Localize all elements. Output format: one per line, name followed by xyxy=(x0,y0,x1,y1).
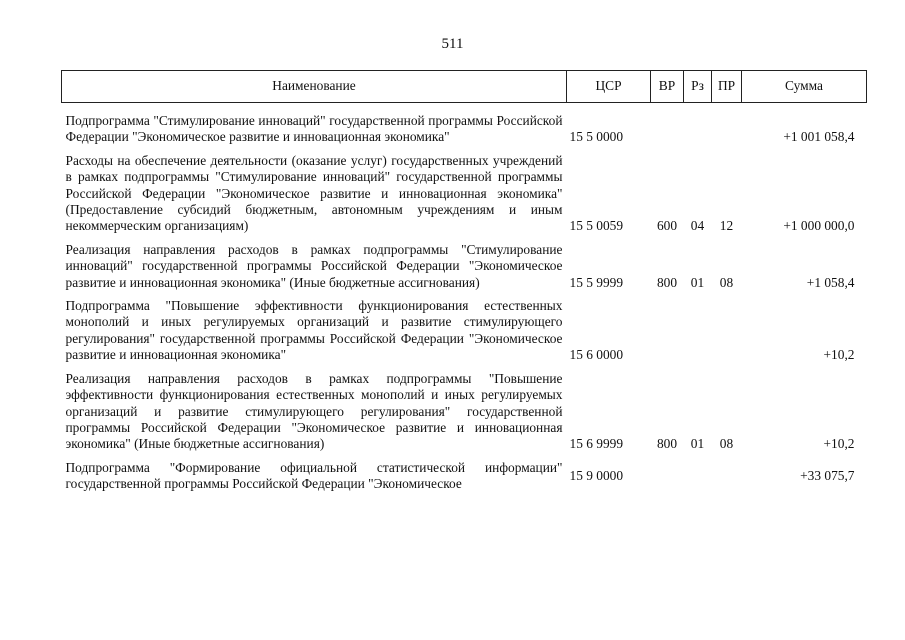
row-pr xyxy=(712,298,742,371)
row-rz xyxy=(684,103,712,153)
row-rz: 01 xyxy=(690,436,705,452)
row-csr: 15 5 0059 xyxy=(569,218,624,234)
row-csr: 15 6 9999 xyxy=(569,436,624,452)
table-row xyxy=(62,460,867,500)
row-csr: 15 9 0000 xyxy=(569,467,624,483)
budget-table xyxy=(61,70,867,500)
row-rz xyxy=(684,460,712,500)
row-vr: 600 xyxy=(656,218,678,234)
header-pr: ПР xyxy=(712,71,742,103)
row-csr: 15 5 9999 xyxy=(569,274,624,290)
header-sum: Сумма xyxy=(742,71,867,103)
row-sum: +1 058,4 xyxy=(806,274,855,290)
row-vr: 800 xyxy=(656,274,678,290)
table-row xyxy=(62,103,867,153)
row-csr: 15 6 0000 xyxy=(569,347,624,363)
row-rz xyxy=(684,298,712,371)
row-name: Подпрограмма "Повышение эффективности функционирования естественных монополий и иных регулируемых организаций и развитие стимулирующего регулирования" государственной программы Российской Федерации "Экономическое развитие и инновационная экономика" xyxy=(65,298,563,363)
row-pr: 08 xyxy=(719,274,734,290)
row-sum: +33 075,7 xyxy=(800,467,855,483)
header-name: Наименование xyxy=(62,71,567,103)
table-row xyxy=(62,298,867,371)
row-vr xyxy=(651,103,684,153)
row-name: Реализация направления расходов в рамках подпрограммы "Стимулирование инноваций" государственной программы Российской Федерации "Экономическое развитие и инновационная экономика" (Иные бюджетные ассигнования) xyxy=(65,241,563,290)
row-sum: +10,2 xyxy=(823,436,855,452)
row-name: Реализация направления расходов в рамках подпрограммы "Повышение эффективности функционирования естественных монополий и иных регулируемых организаций и развитие стимулирующего регулирования" государственной программы Российской Федерации "Экономическое развитие и инновационная экономика" (Иные бюджетные ассигнования) xyxy=(65,370,563,452)
row-pr: 12 xyxy=(719,218,734,234)
page-number: 511 xyxy=(441,36,464,52)
row-sum: +1 001 058,4 xyxy=(783,129,855,145)
header-csr: ЦСР xyxy=(567,71,651,103)
row-rz: 04 xyxy=(690,218,705,234)
table-row xyxy=(62,242,867,298)
row-sum: +1 000 000,0 xyxy=(783,218,855,234)
row-rz: 01 xyxy=(690,274,705,290)
header-rz: Рз xyxy=(684,71,712,103)
row-vr xyxy=(651,460,684,500)
row-pr xyxy=(712,460,742,500)
row-pr: 08 xyxy=(719,436,734,452)
row-csr: 15 5 0000 xyxy=(569,129,624,145)
row-name: Подпрограмма "Формирование официальной статистической информации" государственной программы Российской Федерации "Экономическое xyxy=(65,459,563,492)
table-header-row xyxy=(62,71,867,103)
table-row xyxy=(62,371,867,460)
table-row xyxy=(62,153,867,242)
row-sum: +10,2 xyxy=(823,347,855,363)
row-vr xyxy=(651,298,684,371)
row-pr xyxy=(712,103,742,153)
row-name: Подпрограмма "Стимулирование инноваций" государственной программы Российской Федерации "Экономическое развитие и инновационная экономика" xyxy=(65,113,563,145)
row-name: Расходы на обеспечение деятельности (оказание услуг) государственных учреждений в рамках подпрограммы "Стимулирование инноваций" государственной программы Российской Федерации "Экономическое развитие и инновационная экономика" (Предоставление субсидий бюджетным, автономным учреждениям и иным некоммерческим организациям) xyxy=(65,152,563,234)
header-vr: ВР xyxy=(651,71,684,103)
row-vr: 800 xyxy=(656,436,678,452)
